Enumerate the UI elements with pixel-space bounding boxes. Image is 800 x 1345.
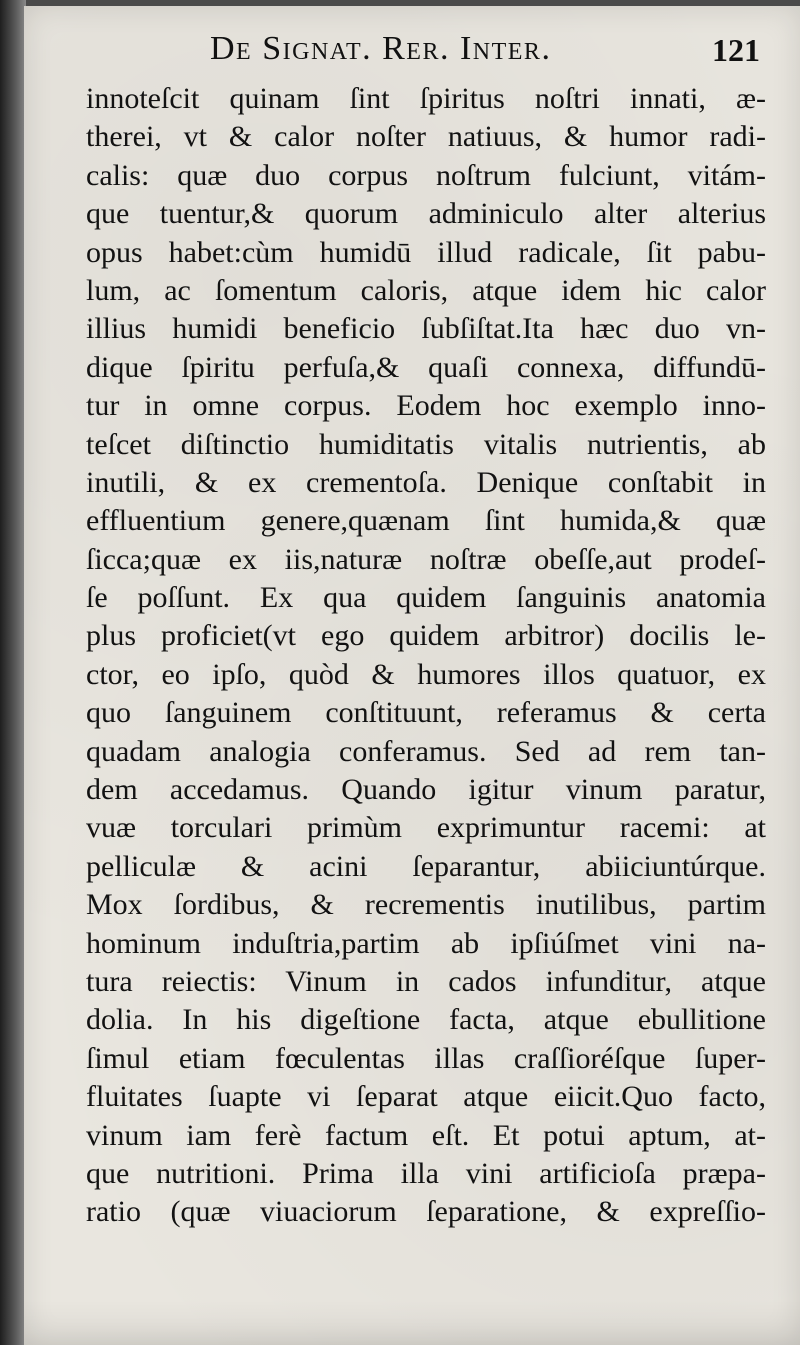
body-text	[86, 80, 766, 1232]
text-line: therei, vt & calor noſter natiuus, & humor radi-	[86, 120, 766, 154]
text-line: dolia. In his digeſtione facta, atque ebullitione	[86, 1003, 766, 1037]
text-line: Mox ſordibus, & recrementis inutilibus, partim	[86, 888, 766, 922]
text-line: teſcet diſtinctio humiditatis vitalis nutrientis, ab	[86, 427, 766, 461]
text-line: que nutritioni. Prima illa vini artificioſa præpa-	[86, 1156, 766, 1190]
text-line: tur in omne corpus. Eodem hoc exemplo inno-	[86, 389, 766, 423]
text-line: vuæ torculari primùm exprimuntur racemi: at	[86, 811, 766, 845]
text-line: vinum iam ferè factum eſt. Et potui aptum, at-	[86, 1118, 766, 1152]
text-line: inutili, & ex crementoſa. Denique conſtabit in	[86, 465, 766, 499]
text-line: dem accedamus. Quando igitur vinum paratur,	[86, 773, 766, 807]
text-line: lum, ac ſomentum caloris, atque idem hic calor	[86, 273, 766, 307]
text-line: innoteſcit quinam ſint ſpiritus noſtri innati, æ-	[86, 82, 766, 115]
text-line: hominum induſtria,partim ab ipſiúſmet vini na-	[86, 926, 766, 960]
text-line: calis: quæ duo corpus noſtrum fulciunt, vitám-	[86, 158, 766, 192]
text-line: ſimul etiam fœculentas illas craſſioréſque ſuper-	[86, 1041, 766, 1075]
book-gutter-edge	[0, 0, 26, 1345]
text-line: effluentium genere,quænam ſint humida,& quæ	[86, 504, 766, 538]
text-line: pelliculæ & acini ſeparantur, abiiciuntúrque.	[86, 849, 766, 883]
running-head: De Signat. Rer. Inter.	[210, 30, 552, 67]
text-line: ſe poſſunt. Ex qua quidem ſanguinis anatomia	[86, 581, 766, 615]
text-line: dique ſpiritu perfuſa,& quaſi connexa, diffundū-	[86, 350, 766, 384]
text-line: fluitates ſuapte vi ſeparat atque eiicit.Quo facto,	[86, 1080, 766, 1114]
page-shadow	[24, 1300, 800, 1345]
text-line: opus habet:cùm humidū illud radicale, ſit pabu-	[86, 235, 766, 269]
text-line: quo ſanguinem conſtituunt, referamus & certa	[86, 696, 766, 730]
text-line: plus proficiet(vt ego quidem arbitror) docilis le-	[86, 619, 766, 653]
text-line: ſicca;quæ ex iis,naturæ noſtræ obeſſe,aut prodeſ-	[86, 542, 766, 576]
text-line: illius humidi beneficio ſubſiſtat.Ita hæc duo vn-	[86, 312, 766, 346]
page-number: 121	[712, 32, 760, 68]
text-line: ctor, eo ipſo, quòd & humores illos quatuor, ex	[86, 657, 766, 691]
text-line: que tuentur,& quorum adminiculo alter alterius	[86, 197, 766, 231]
text-line: quadam analogia conferamus. Sed ad rem tan-	[86, 734, 766, 768]
text-line: ratio (quæ viuaciorum ſeparatione, & expreſſio-	[86, 1195, 766, 1229]
text-line: tura reiectis: Vinum in cados infunditur, atque	[86, 964, 766, 998]
